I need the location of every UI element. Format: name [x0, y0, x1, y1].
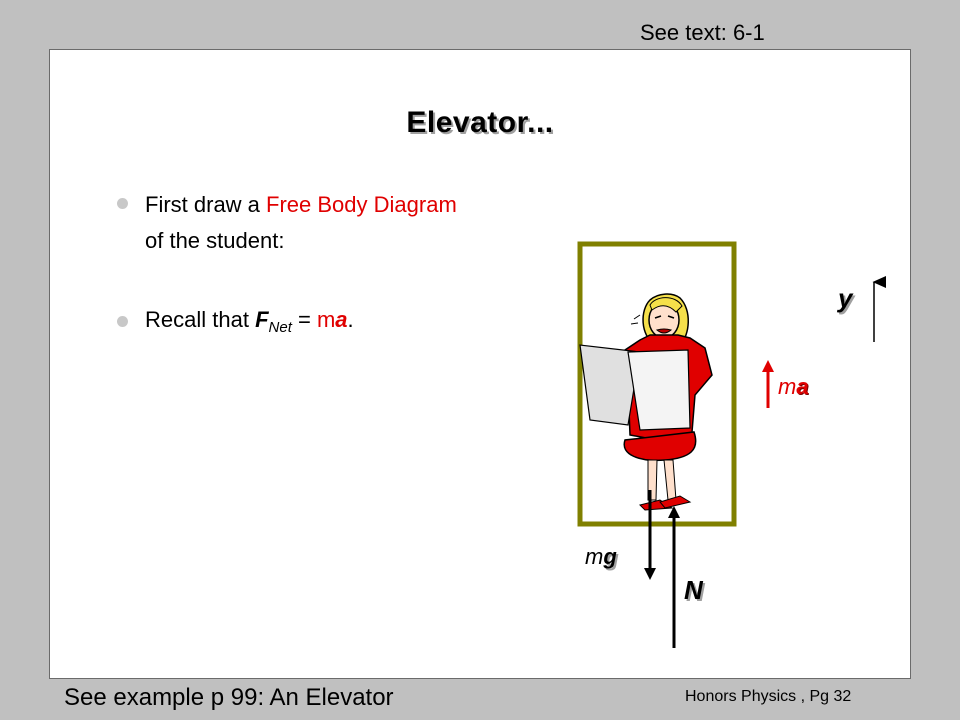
footer-page: Honors Physics , Pg 32: [685, 688, 852, 705]
y-axis-label: y: [838, 283, 853, 313]
bullet-2-F: F: [255, 307, 269, 332]
bullet-1-line2: of the student:: [145, 228, 285, 253]
bullet-2-equals: =: [291, 307, 317, 332]
bullet-2-period: .: [347, 307, 354, 332]
ma-arrow-head: [762, 360, 774, 372]
see-text-reference: See text: 6-1: [640, 20, 765, 45]
mg-arrow-head: [644, 568, 656, 580]
mg-label: [585, 544, 617, 570]
bullet-1-fbd-highlight: Free Body Diagram: [266, 192, 457, 217]
bullet-2-m: m: [316, 307, 336, 332]
bullet-2-sub-net: Net: [268, 319, 292, 336]
ma-label-a: a: [796, 374, 809, 399]
mg-label-g: g: [603, 544, 617, 569]
bullet-2-a: a: [335, 307, 348, 332]
footer-example: See example p 99: An Elevator: [64, 684, 394, 711]
ma-label-m: m: [778, 374, 797, 399]
bullet-2-prefix: Recall that: [145, 307, 256, 332]
slide-title: Elevator...: [406, 106, 554, 139]
ma-label: [778, 374, 809, 400]
mg-label-m: m: [585, 544, 604, 569]
normal-force-label: N: [684, 575, 703, 605]
student-figure: [580, 294, 712, 510]
bullet-1-part-a: First draw a: [145, 192, 267, 217]
